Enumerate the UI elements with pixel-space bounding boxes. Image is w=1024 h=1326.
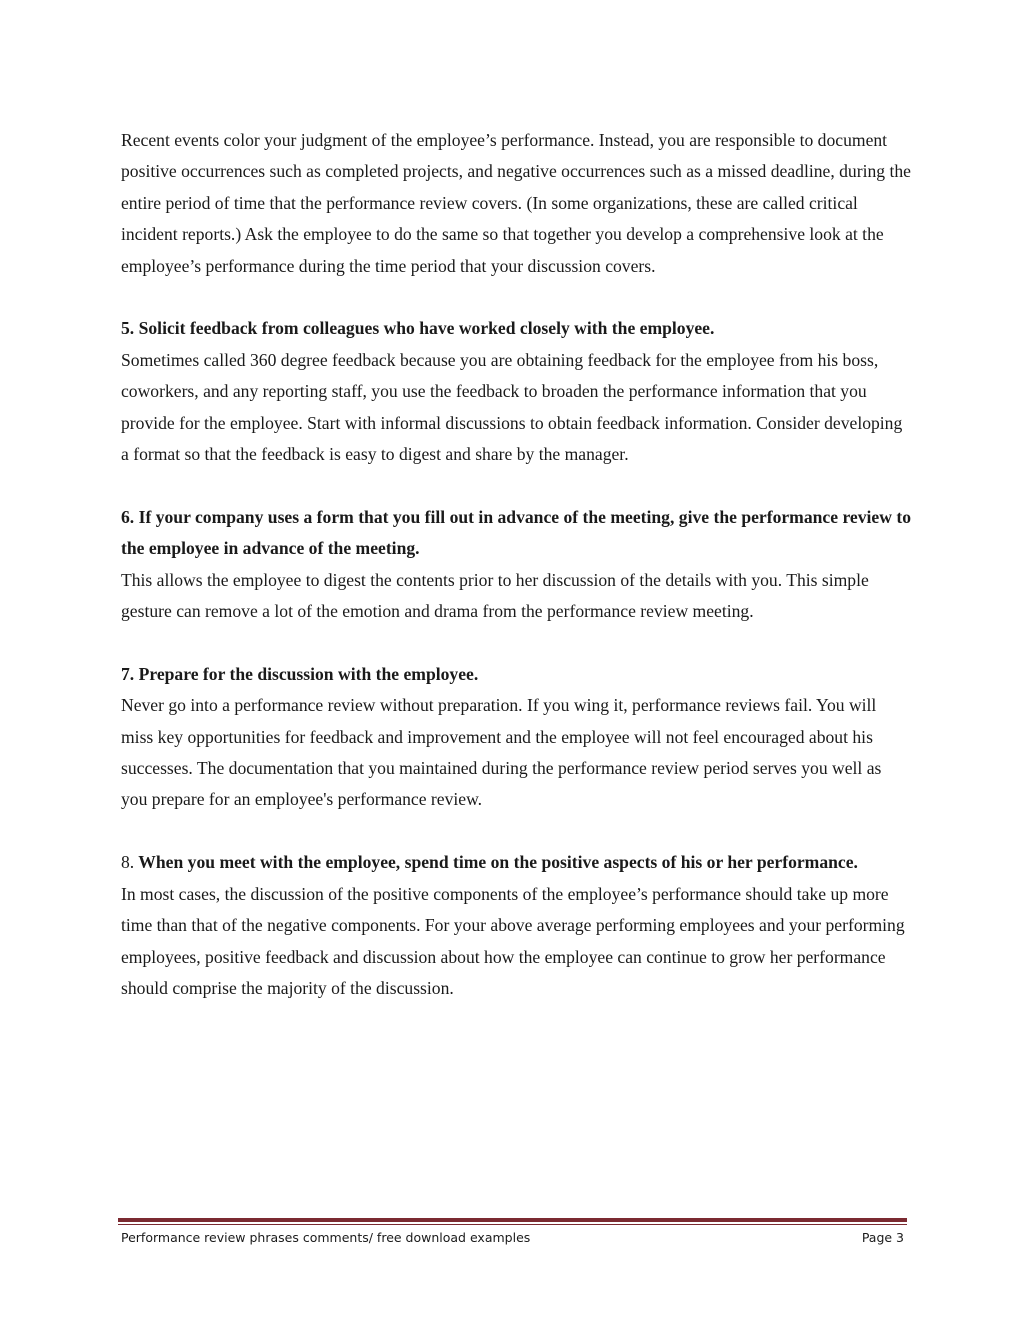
section-6-heading: 6. If your company uses a form that you fill out in advance of the meeting, give the performance review to the employee in advance of the meeting. (121, 506, 911, 559)
section-7 (121, 659, 911, 816)
footer-divider (118, 1218, 907, 1227)
section-8-heading-text: When you meet with the employee, spend time on the positive aspects of his or her performance. (138, 852, 858, 873)
intro-paragraph: Recent events color your judgment of the employee’s performance. Instead, you are responsible to document positive occurrences such as completed projects, and negative occurrences such as a missed deadline, during the entire period of time that the performance review covers. (In some organizations, these are called critical incident reports.) Ask the employee to do the same so that together you develop a comprehensive look at the employee’s performance during the time period that your discussion covers. (121, 130, 911, 276)
section-5-heading: 5. Solicit feedback from colleagues who have worked closely with the employee. (121, 318, 715, 339)
page-number: Page 3 (861, 1230, 904, 1245)
section-6 (121, 502, 911, 628)
section-7-heading: 7. Prepare for the discussion with the employee. (121, 663, 479, 684)
section-8 (121, 847, 911, 1004)
section-7-body: Never go into a performance review without preparation. If you wing it, performance reviews fail. You will miss key opportunities for feedback and improvement and the employee will not feel encouraged about his successes. The documentation that you maintained during the performance review period serves you well as you prepare for an employee's performance review. (121, 695, 882, 810)
footer-title: Performance review phrases comments/ free download examples (121, 1230, 531, 1245)
page-footer (121, 1230, 904, 1245)
section-8-body: In most cases, the discussion of the positive components of the employee’s performance should take up more time than that of the negative components. For your above average performing employees and your performing employees, positive feedback and discussion about how the employee can continue to grow her performance should comprise the majority of the discussion. (121, 883, 905, 998)
section-6-body: This allows the employee to digest the contents prior to her discussion of the details with you. This simple gesture can remove a lot of the emotion and drama from the performance review meeting. (121, 569, 869, 622)
footer-divider-thin (118, 1224, 907, 1225)
section-5-body: Sometimes called 360 degree feedback because you are obtaining feedback for the employee from his boss, coworkers, and any reporting staff, you use the feedback to broaden the performance information that you provide for the employee. Start with informal discussions to obtain feedback information. Consider developing a format so that the feedback is easy to digest and share by the manager. (121, 349, 903, 465)
section-8-heading (121, 847, 911, 878)
footer-divider-thick (118, 1218, 907, 1222)
section-5 (121, 313, 911, 470)
page-body (121, 125, 911, 1004)
section-8-number: 8. (121, 852, 135, 873)
